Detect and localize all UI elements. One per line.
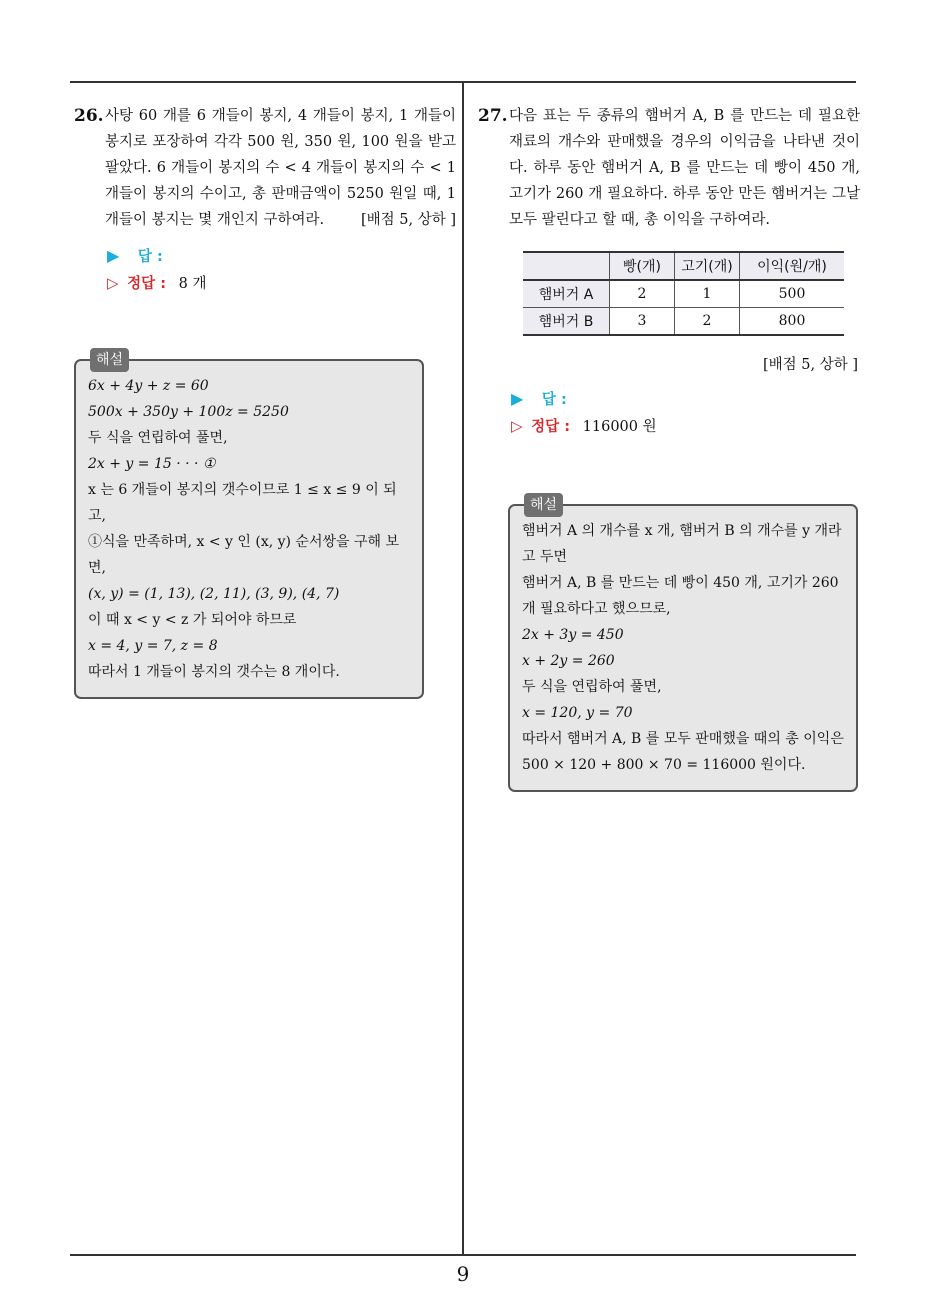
question-27-body bbox=[478, 103, 860, 233]
outline-triangle-icon: ▷ bbox=[511, 417, 523, 435]
answer-row bbox=[74, 243, 456, 270]
explain-line: x = 120, y = 70 bbox=[522, 705, 633, 721]
question-26-body bbox=[74, 103, 456, 233]
solution-label: 정답 : bbox=[531, 419, 571, 435]
explain-line: (x, y) = (1, 13), (2, 11), (3, 9), (4, 7) bbox=[88, 586, 340, 602]
explain-line: 따라서 햄버거 A, B 를 모두 판매했을 때의 총 이익은 bbox=[522, 731, 844, 747]
table-cell: 500 bbox=[740, 280, 845, 308]
row-header: 햄버거 B bbox=[523, 308, 610, 336]
solution-value: 8 개 bbox=[178, 276, 207, 292]
bottom-rule bbox=[70, 1254, 856, 1256]
table-corner bbox=[523, 252, 610, 280]
explanation-tag: 해설 bbox=[90, 348, 129, 372]
explain-line: 따라서 1 개들이 봉지의 갯수는 8 개이다. bbox=[88, 664, 340, 680]
explain-line: 6x + 4y + z = 60 bbox=[88, 378, 209, 394]
page-number: 9 bbox=[456, 1262, 470, 1286]
question-number: 27. bbox=[478, 106, 508, 126]
solution-row bbox=[478, 413, 860, 440]
table-header-row bbox=[523, 252, 844, 280]
table-cell: 2 bbox=[610, 280, 675, 308]
table-header: 빵(개) bbox=[610, 252, 675, 280]
explain-line: 두 식을 연립하여 풀면, bbox=[88, 430, 228, 446]
table-cell: 800 bbox=[740, 308, 845, 336]
question-text: 사탕 60 개를 6 개들이 봉지, 4 개들이 봉지, 1 개들이 봉지로 포장하여 각각 500 원, 350 원, 100 원을 받고 팔았다. 6 개들이 봉지의 수 < 4 개들이 봉지의 수 < 1 개들이 봉지의 수이고, 총 판매금액이 5250 원일 때, 1 개들이 봉지는 몇 개인지 구하여라. bbox=[105, 108, 456, 228]
explain-line: 이 때 x < y < z 가 되어야 하므로 bbox=[88, 612, 297, 628]
explain-line: ①식을 만족하며, x < y 인 (x, y) 순서쌍을 구해 보면, bbox=[88, 534, 400, 576]
table-header: 고기(개) bbox=[675, 252, 740, 280]
table-row bbox=[523, 280, 844, 308]
answer-row bbox=[478, 386, 860, 413]
row-header: 햄버거 A bbox=[523, 280, 610, 308]
explanation-box bbox=[74, 352, 424, 699]
solution-label: 정답 : bbox=[127, 276, 167, 292]
question-number: 26. bbox=[74, 106, 104, 126]
explanation-tag: 해설 bbox=[524, 493, 563, 517]
table-cell: 2 bbox=[675, 308, 740, 336]
ingredients-table bbox=[523, 251, 844, 336]
table-cell: 1 bbox=[675, 280, 740, 308]
explain-line: 500 × 120 + 800 × 70 = 116000 원이다. bbox=[522, 757, 806, 773]
explain-line: x 는 6 개들이 봉지의 갯수이므로 1 ≤ x ≤ 9 이 되고, bbox=[88, 482, 397, 524]
explain-line: 두 식을 연립하여 풀면, bbox=[522, 679, 662, 695]
score-label: [배점 5, 상하 ] bbox=[762, 357, 858, 373]
explain-line: 햄버거 A, B 를 만드는 데 빵이 450 개, 고기가 260 개 필요하다고 했으므로, bbox=[522, 575, 839, 617]
play-triangle-icon: ▶ bbox=[107, 246, 120, 265]
question-text: 다음 표는 두 종류의 햄버거 A, B 를 만드는 데 필요한 재료의 개수와 판매했을 경우의 이익금을 나타낸 것이다. 하루 동안 햄버거 A, B 를 만드는 데 빵이 450 개, 고기가 260 개 필요하다. 하루 동안 만든 햄버거는 그날 모두 팔린다고 할 때, 총 이익을 구하여라. bbox=[509, 108, 860, 228]
explain-line: 2x + 3y = 450 bbox=[522, 627, 624, 643]
explain-line: 햄버거 A 의 개수를 x 개, 햄버거 B 의 개수를 y 개라고 두면 bbox=[522, 523, 842, 565]
explain-line: x + 2y = 260 bbox=[522, 653, 615, 669]
table-header: 이익(원/개) bbox=[740, 252, 845, 280]
solution-value: 116000 원 bbox=[582, 419, 657, 435]
answer-label: 답 : bbox=[137, 249, 163, 265]
explain-line: 500x + 350y + 100z = 5250 bbox=[88, 404, 289, 420]
question-27 bbox=[478, 103, 860, 792]
table-cell: 3 bbox=[610, 308, 675, 336]
outline-triangle-icon: ▷ bbox=[107, 274, 119, 292]
table-row bbox=[523, 308, 844, 336]
play-triangle-icon: ▶ bbox=[511, 389, 524, 408]
answer-label: 답 : bbox=[541, 392, 567, 408]
score-label: [배점 5, 상하 ] bbox=[360, 212, 456, 228]
score-row bbox=[478, 352, 860, 378]
explain-line: x = 4, y = 7, z = 8 bbox=[88, 638, 218, 654]
column-divider bbox=[462, 82, 464, 1256]
explain-line: 2x + y = 15 · · · ① bbox=[88, 456, 216, 472]
question-26 bbox=[74, 103, 456, 699]
solution-row bbox=[74, 270, 456, 297]
explanation-box bbox=[508, 497, 858, 792]
